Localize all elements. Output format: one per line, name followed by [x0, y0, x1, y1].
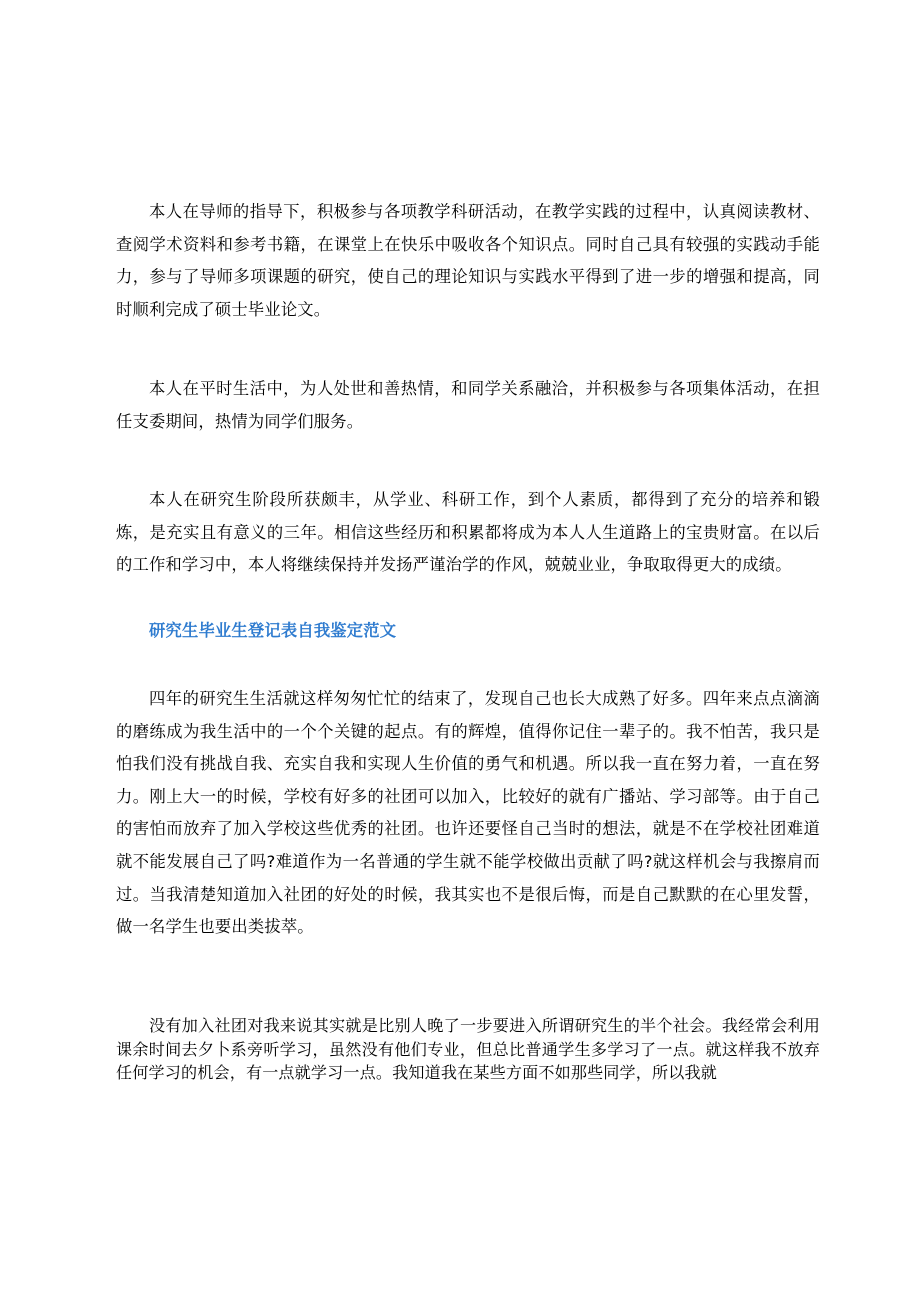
section-heading: 研究生毕业生登记表自我鉴定范文	[149, 621, 397, 640]
paragraph-advisor-research: 本人在导师的指导下，积极参与各项教学科研活动，在教学实践的过程中，认真阅读教材、查阅学术资料和参考书籍，在课堂上在快乐中吸收各个知识点。同时自己具有较强的实践动手能力，参与了导师多项课题的研究，使自己的理论知识与实践水平得到了进一步的增强和提高，同时顺利完成了硕士毕业论文。	[116, 202, 820, 319]
paragraph-no-club: 没有加入社团对我来说其实就是比别人晚了一步要进入所谓研究生的半个社会。我经常会利用课余时间去夕卜系旁听学习，虽然没有他们专业，但总比普通学生多学习了一点。就这样我不放弃任何学习的机会，有一点就学习一点。我知道我在某些方面不如那些同学，所以我就	[116, 1016, 820, 1083]
paragraph-four-years: 四年的研究生生活就这样匆匆忙忙的结束了，发现自己也长大成熟了好多。四年来点点滴滴的磨练成为我生活中的一个个关键的起点。有的辉煌，值得你记住一辈子的。我不怕苦，我只是怕我们没有挑战自我、充实自我和实现人生价值的勇气和机遇。所以我一直在努力着，一直在努力。刚上大一的时候，学校有好多的社团可以加入，比较好的就有广播站、学习部等。由于自己的害怕而放弃了加入学校这些优秀的社团。也许还要怪自己当时的想法，就是不在学校社团难道就不能发展自己了吗?难道作为一名普通的学生就不能学校做出贡献了吗?就这样机会与我擦肩而过。当我清楚知道加入社团的好处的时候，我其实也不是很后悔，而是自己默默的在心里发誓，做一名学生也要出类拔萃。	[116, 689, 820, 937]
paragraph-daily-life: 本人在平时生活中，为人处世和善热情，和同学关系融洽，并积极参与各项集体活动，在担任支委期间，热情为同学们服务。	[116, 379, 820, 431]
paragraph-graduate-summary: 本人在研究生阶段所获颇丰，从学业、科研工作，到个人素质，都得到了充分的培养和锻炼，是充实且有意义的三年。相信这些经历和积累都将成为本人人生道路上的宝贵财富。在以后的工作和学习中，本人将继续保持并发扬严谨治学的作风，兢兢业业，争取取得更大的成绩。	[116, 490, 820, 575]
